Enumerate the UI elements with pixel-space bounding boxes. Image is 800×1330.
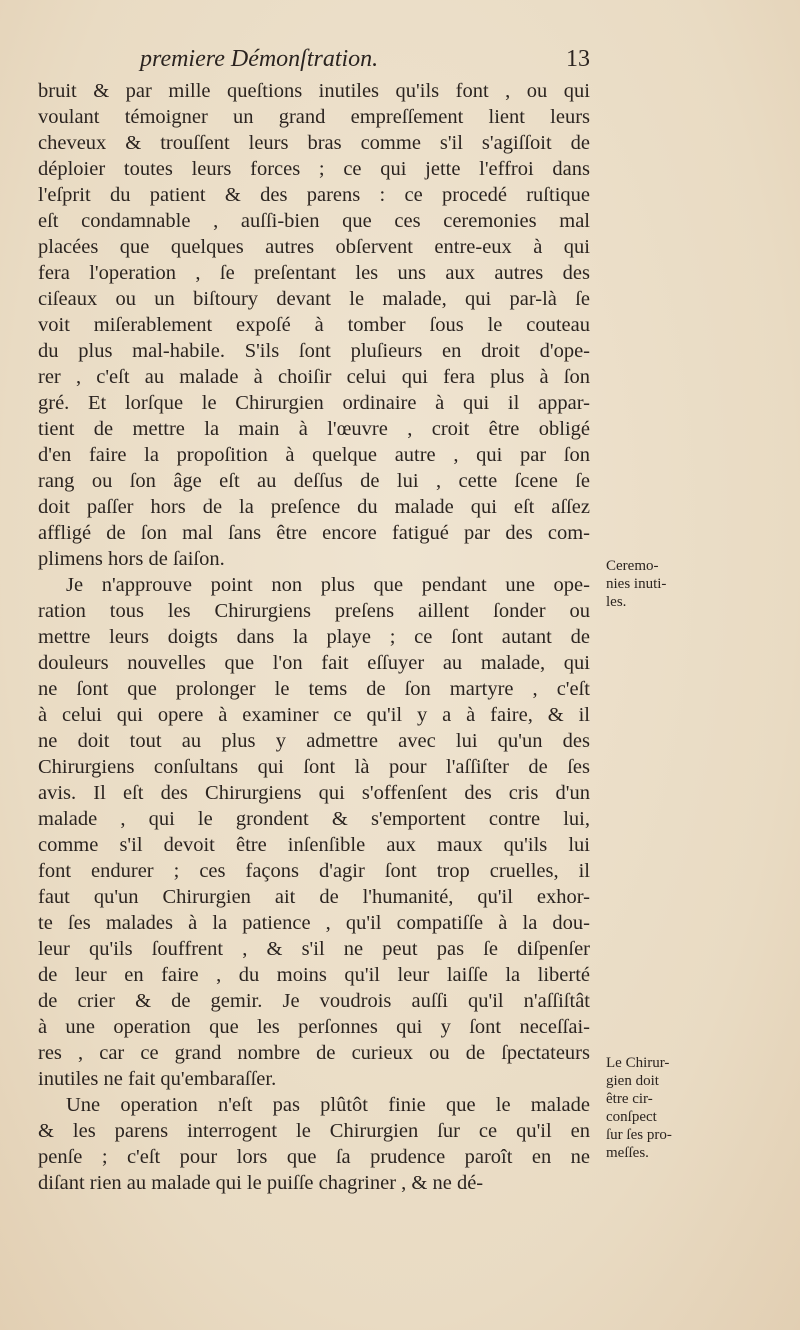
text-line: leur qu'ils ſouffrent , & s'il ne peut pas ſe diſpenſer bbox=[38, 938, 590, 960]
text-line: cheveux & trouſſent leurs bras comme s'il s'agiſſoit de bbox=[38, 132, 590, 154]
margin-note-line: Le Chirur- bbox=[606, 1055, 670, 1071]
text-line: Chirurgiens conſultans qui ſont là pour l'aſſiſter de ſes bbox=[38, 756, 590, 778]
margin-note-line: meſſes. bbox=[606, 1145, 649, 1161]
text-line: te ſes malades à la patience , qu'il compatiſſe à la dou- bbox=[38, 912, 590, 934]
text-line: res , car ce grand nombre de curieux ou de ſpectateurs bbox=[38, 1042, 590, 1064]
margin-note-line: Ceremo- bbox=[606, 558, 659, 574]
text-line: déploier toutes leurs forces ; ce qui jette l'effroi dans bbox=[38, 158, 590, 180]
text-line: faut qu'un Chirurgien ait de l'humanité, qu'il exhor- bbox=[38, 886, 590, 908]
text-line: rang ou ſon âge eſt au deſſus de lui , cette ſcene ſe bbox=[38, 470, 590, 492]
text-line: à une operation que les perſonnes qui y ſont neceſſai- bbox=[38, 1016, 590, 1038]
text-line: & les parens interrogent le Chirurgien ſur ce qu'il en bbox=[38, 1120, 590, 1142]
text-line: l'eſprit du patient & des parens : ce procedé ruſtique bbox=[38, 184, 590, 206]
text-line: ne ſont que prolonger le tems de ſon martyre , c'eſt bbox=[38, 678, 590, 700]
text-line: mettre leurs doigts dans la playe ; ce ſont autant de bbox=[38, 626, 590, 648]
text-line: Une operation n'eſt pas plûtôt finie que le malade bbox=[66, 1094, 590, 1116]
text-line: placées que quelques autres obſervent entre-eux à qui bbox=[38, 236, 590, 258]
text-line: fera l'operation , ſe preſentant les uns aux autres des bbox=[38, 262, 590, 284]
text-line: avis. Il eſt des Chirurgiens qui s'offenſent des cris d'un bbox=[38, 782, 590, 804]
text-line: malade , qui le grondent & s'emportent contre lui, bbox=[38, 808, 590, 830]
text-line: inutiles ne fait qu'embaraſſer. bbox=[38, 1068, 277, 1090]
text-line: ciſeaux ou un biſtoury devant le malade, qui par-là ſe bbox=[38, 288, 590, 310]
text-line: font endurer ; ces façons d'agir ſont trop cruelles, il bbox=[38, 860, 590, 882]
margin-note-line: ſur ſes pro- bbox=[606, 1127, 672, 1143]
text-line: affligé de ſon mal ſans être encore fatigué par des com- bbox=[38, 522, 590, 544]
text-line: doit paſſer hors de la preſence du malade qui eſt aſſez bbox=[38, 496, 590, 518]
text-line: eſt condamnable , auſſi-bien que ces ceremonies mal bbox=[38, 210, 590, 232]
running-title: premiere Démonſtration. bbox=[140, 46, 379, 72]
margin-note-line: nies inuti- bbox=[606, 576, 667, 592]
margin-note-line: être cir- bbox=[606, 1091, 653, 1107]
text-line: d'en faire la propoſition à quelque autre , qui par ſon bbox=[38, 444, 590, 466]
text-line: plimens hors de ſaiſon. bbox=[38, 548, 225, 570]
text-line: de crier & de gemir. Je voudrois auſſi qu'il n'aſſiſtât bbox=[38, 990, 590, 1012]
page-number: 13 bbox=[566, 46, 590, 72]
text-line: de leur en faire , du moins qu'il leur laiſſe la liberté bbox=[38, 964, 590, 986]
text-line: Je n'approuve point non plus que pendant une ope- bbox=[66, 574, 590, 596]
text-line: bruit & par mille queſtions inutiles qu'ils font , ou qui bbox=[38, 80, 590, 102]
text-line: ration tous les Chirurgiens preſens aillent ſonder ou bbox=[38, 600, 590, 622]
text-line: douleurs nouvelles que l'on fait eſſuyer au malade, qui bbox=[38, 652, 590, 674]
text-line: à celui qui opere à examiner ce qu'il y a à faire, & il bbox=[38, 704, 590, 726]
text-line: tient de mettre la main à l'œuvre , croit être obligé bbox=[38, 418, 590, 440]
text-line: comme s'il devoit être inſenſible aux maux qu'ils lui bbox=[38, 834, 590, 856]
margin-note-chirurgien bbox=[606, 1054, 716, 1162]
text-line: voit miſerablement expoſé à tomber ſous le couteau bbox=[38, 314, 590, 336]
text-line: du plus mal-habile. S'ils ſont pluſieurs en droit d'ope- bbox=[38, 340, 590, 362]
text-line: penſe ; c'eſt pour lors que ſa prudence paroît en ne bbox=[38, 1146, 590, 1168]
text-line: diſant rien au malade qui le puiſſe chagriner , & ne dé- bbox=[38, 1172, 484, 1194]
margin-note-ceremonies bbox=[606, 557, 716, 611]
text-line: voulant témoigner un grand empreſſement lient leurs bbox=[38, 106, 590, 128]
text-line: gré. Et lorſque le Chirurgien ordinaire à qui il appar- bbox=[38, 392, 590, 414]
margin-note-line: les. bbox=[606, 594, 627, 610]
body-text bbox=[38, 78, 590, 1196]
margin-note-line: conſpect bbox=[606, 1109, 657, 1125]
text-line: ne doit tout au plus y admettre avec lui qu'un des bbox=[38, 730, 590, 752]
margin-note-line: gien doit bbox=[606, 1073, 659, 1089]
text-line: rer , c'eſt au malade à choiſir celui qui fera plus à ſon bbox=[38, 366, 590, 388]
running-header bbox=[140, 46, 590, 76]
